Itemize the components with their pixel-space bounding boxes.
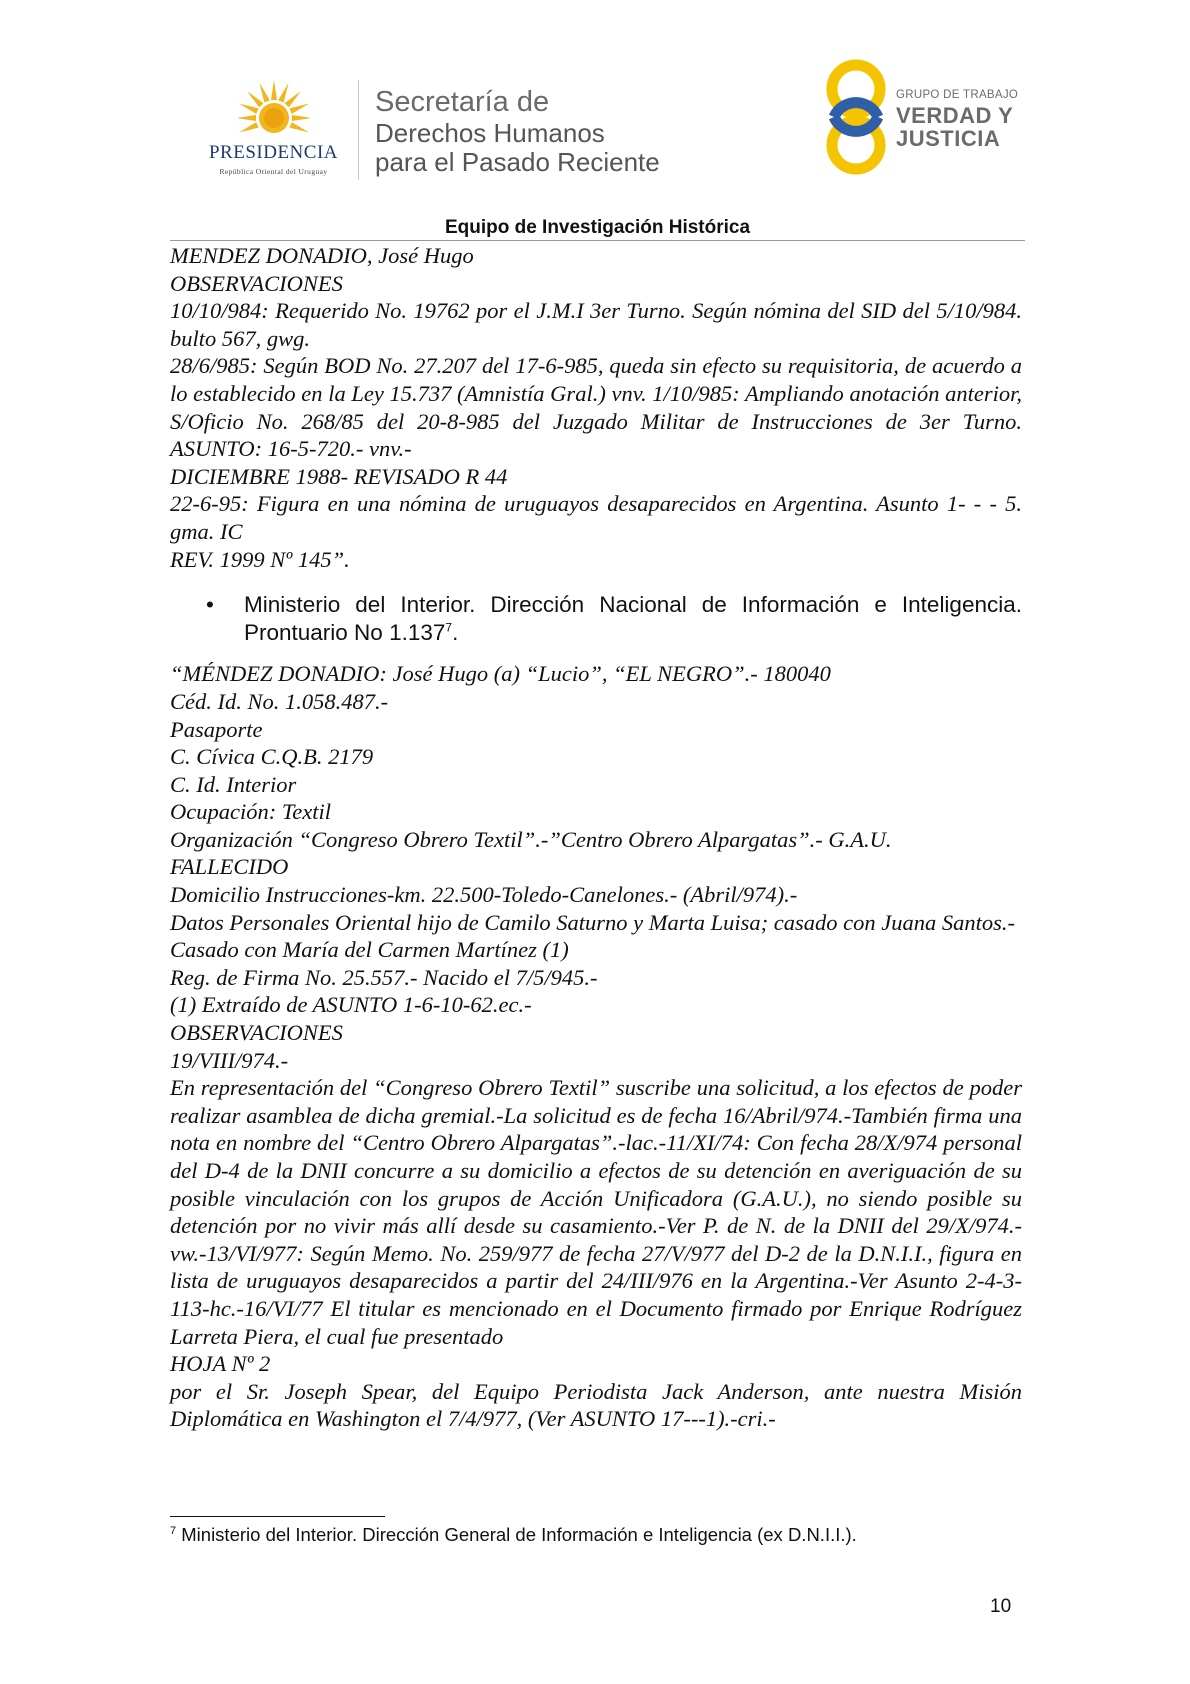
observation-entry: 22-6-95: Figura en una nómina de uruguayos desaparecidos en Argentina. Asunto 1- - - 5. gma. IC	[170, 491, 1022, 544]
sheet-marker: HOJA Nº 2	[170, 1351, 271, 1377]
observation-entry: REV. 1999 Nº 145”.	[170, 546, 350, 572]
header-rule	[170, 240, 1025, 241]
footnote-ref[interactable]: 7	[445, 620, 453, 635]
record-line: C. Id. Interior	[170, 771, 297, 797]
gtvj-title-line-1: VERDAD Y	[896, 103, 1014, 128]
record-line: Reg. de Firma No. 25.557.- Nacido el 7/5/945.-	[170, 964, 598, 990]
source-text-tail: .	[452, 619, 459, 645]
observation-entry: 28/6/985: Según BOD No. 27.207 del 17-6-985, queda sin efecto su requisitoria, de acuerdo a lo establecido en la Ley 15.737 (Amnistía Gral.) vnv. 1/10/985: Ampliando anotación anterior, S/Oficio No. 268/85 del 20-8-985 del Juzgado Militar de Instrucciones de 3er Turno. ASUNTO: 16-5-720.- vnv.-	[170, 353, 1022, 462]
team-title: Equipo de Investigación Histórica	[444, 217, 751, 238]
gtvj-subtitle: GRUPO DE TRABAJO	[896, 89, 1019, 101]
record-line: Ocupación: Textil	[170, 799, 332, 825]
presidencia-subtitle: República Oriental del Uruguay	[219, 167, 328, 176]
footnote-text: Ministerio del Interior. Dirección General de Información e Inteligencia (ex D.N.I.I.).	[176, 1524, 857, 1545]
record-line: Casado con María del Carmen Martínez (1)	[170, 937, 569, 963]
source-bullet-text	[244, 591, 1022, 646]
verdad-justicia-logo	[820, 55, 1020, 180]
record-name: MENDEZ DONADIO, José Hugo	[170, 243, 474, 268]
gtvj-title-line-2: JUSTICIA	[896, 126, 1001, 151]
page-number: 10	[990, 1596, 1012, 1617]
secretaria-line-3: para el Pasado Reciente	[375, 147, 660, 177]
observation-entry: DICIEMBRE 1988- REVISADO R 44	[170, 463, 508, 489]
record-header: “MÉNDEZ DONADIO: José Hugo (a) “Lucio”, “EL NEGRO”.- 180040	[170, 661, 831, 687]
observation-entry: 10/10/984: Requerido No. 19762 por el J.M.I 3er Turno. Según nómina del SID del 5/10/984. bulto 567, gwg.	[170, 298, 1022, 351]
source-bullet	[170, 591, 1022, 646]
observaciones-heading: OBSERVACIONES	[170, 1020, 343, 1046]
header-divider	[358, 80, 359, 180]
secretaria-line-1: Secretaría de	[375, 86, 550, 118]
observation-paragraph: por el Sr. Joseph Spear, del Equipo Periodista Jack Anderson, ante nuestra Misión Diplomática en Washington el 7/4/977, (Ver ASUNTO 17---1).-cri.-	[170, 1378, 1022, 1432]
record-line: (1) Extraído de ASUNTO 1-6-10-62.ec.-	[170, 992, 532, 1018]
bullet-dot: •	[206, 592, 214, 618]
footnote-number: 7	[170, 1524, 177, 1537]
sun-emblem-icon	[238, 78, 310, 150]
footnote-rule	[170, 1516, 385, 1517]
observation-paragraph: En representación del “Congreso Obrero Textil” suscribe una solicitud, a los efectos de poder realizar asamblea de dicha gremial.-La solicitud es de fecha 16/Abril/974.-También firma una nota en nombre del “Centro Obrero Alpargatas”.-lac.-11/XI/74: Con fecha 28/X/974 personal del D-4 de la DNII concurre a su domicilio a efectos de su detención en averiguación de su posible vinculación con los grupos de Acción Unificadora (G.A.U.), no siendo posible su detención por no vivir más allí desde su casamiento.-Ver P. de N. de la DNII del 29/X/974.-vw.-13/VI/977: Según Memo. No. 259/977 de fecha 27/V/977 del D-2 de la D.N.I.I., figura en lista de uruguayos desaparecidos a partir del 24/III/976 en la Argentina.-Ver Asunto 2-4-3-113-hc.-16/VI/77 El titular es mencionado en el Documento firmado por Enrique Rodríguez Larreta Piera, el cual fue presentado	[170, 1075, 1022, 1349]
record-line: Pasaporte	[170, 716, 263, 742]
document-body	[170, 242, 1022, 1433]
secretaria-title	[375, 88, 660, 175]
record-line: Domicilio Instrucciones-km. 22.500-Toledo-Canelones.- (Abril/974).-	[170, 882, 798, 908]
record-line: 19/VIII/974.-	[170, 1047, 289, 1073]
presidencia-wordmark: PRESIDENCIA	[208, 142, 338, 163]
record-line: Céd. Id. No. 1.058.487.-	[170, 688, 389, 714]
page-header	[0, 0, 1190, 200]
footnote	[170, 1524, 1025, 1546]
source-text: Ministerio del Interior. Dirección Nacional de Información e Inteligencia. Prontuario No 1.137	[244, 592, 1022, 645]
linked-rings-icon	[820, 55, 892, 180]
observaciones-heading: OBSERVACIONES	[170, 270, 343, 296]
record-line: FALLECIDO	[170, 854, 289, 880]
record-line: C. Cívica C.Q.B. 2179	[170, 744, 374, 770]
secretaria-line-2: Derechos Humanos	[375, 118, 605, 148]
record-line: Organización “Congreso Obrero Textil”.-”Centro Obrero Alpargatas”.- G.A.U.	[170, 826, 892, 852]
record-line: Datos Personales Oriental hijo de Camilo Saturno y Marta Luisa; casado con Juana Santos.-	[170, 909, 1015, 935]
presidencia-logo	[196, 78, 351, 178]
